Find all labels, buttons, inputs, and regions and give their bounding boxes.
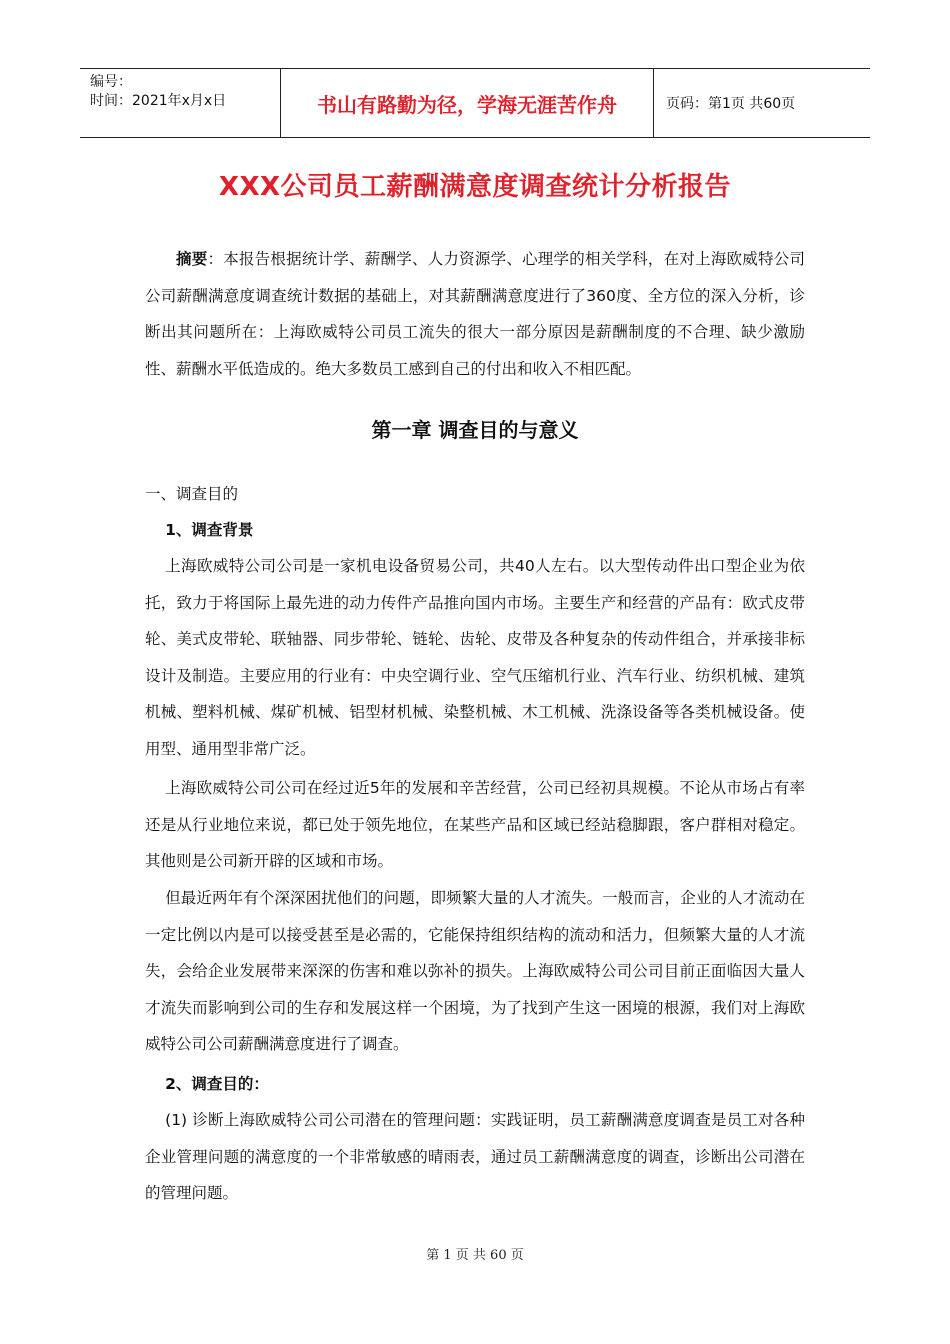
abstract-paragraph — [145, 241, 805, 387]
abstract-label: 摘要 — [176, 250, 208, 268]
header-page-info: 页码：第1页 共60页 — [666, 96, 796, 112]
paragraph-talent-loss: 但最近两年有个深深困扰他们的问题，即频繁大量的人才流失。一般而言，企业的人才流动在一定比例以内是可以接受甚至是必需的，它能保持组织结构的流动和活力，但频繁大量的人才流失，会给企业发展带来深深的伤害和难以弥补的损失。上海欧威特公司公司目前正面临因大量人才流失而影响到公司的生存和发展这样一个困境，为了找到产生这一困境的根源，我们对上海欧威特公司公司薪酬满意度进行了调查。 — [145, 889, 805, 1053]
paragraph-purpose-1: (1) 诊断上海欧威特公司公司潜在的管理问题：实践证明，员工薪酬满意度调查是员工对各种企业管理问题的满意度的一个非常敏感的晴雨表，通过员工薪酬满意度的调查，诊断出公司潜在的管理问题。 — [145, 1111, 805, 1202]
document-title: XXX公司员工薪酬满意度调查统计分析报告 — [218, 172, 732, 202]
paragraph-company-growth: 上海欧威特公司公司在经过近5年的发展和辛苦经营，公司已经初具规模。不论从市场占有率还是从行业地位来说，都已处于领先地位，在某些产品和区域已经站稳脚跟，客户群相对稳定。其他则是公司新开辟的区域和市场。 — [145, 779, 805, 870]
subsection-background: 1、调查背景 — [165, 521, 254, 539]
paragraph-company-intro: 上海欧威特公司公司是一家机电设备贸易公司，共40人左右。以大型传动件出口型企业为依托，致力于将国际上最先进的动力传件产品推向国内市场。主要生产和经营的产品有：欧式皮带轮、美式皮带轮、联轴器、同步带轮、链轮、齿轮、皮带及各种复杂的传动件组合，并承接非标设计及制造。主要应用的行业有：中央空调行业、空气压缩机行业、汽车行业、纺织机械、建筑机械、塑料机械、煤矿机械、铝型材机械、染整机械、木工机械、洗涤设备等各类机械设备。使用型、通用型非常广泛。 — [145, 557, 805, 758]
abstract-text: ：本报告根据统计学、薪酬学、人力资源学、心理学的相关学科，在对上海欧威特公司公司薪酬满意度调查统计数据的基础上，对其薪酬满意度进行了360度、全方位的深入分析，诊断出其问题所在：上海欧威特公司员工流失的很大一部分原因是薪酬制度的不合理、缺少激励性、薪酬水平低造成的。绝大多数员工感到自己的付出和收入不相匹配。 — [145, 250, 805, 378]
header-meta — [80, 69, 280, 137]
page-header — [80, 68, 870, 138]
header-motto: 书山有路勤为径，学海无涯苦作舟 — [280, 69, 654, 137]
subsection-purpose: 2、调查目的： — [165, 1075, 269, 1093]
section-heading: 一、调查目的 — [145, 485, 239, 503]
header-number: 编号： — [90, 74, 132, 90]
chapter-heading: 第一章 调查目的与意义 — [371, 418, 579, 442]
page-footer: 第 1 页 共 60 页 — [426, 1248, 524, 1263]
header-time: 时间：2021年x月x日 — [90, 93, 227, 109]
